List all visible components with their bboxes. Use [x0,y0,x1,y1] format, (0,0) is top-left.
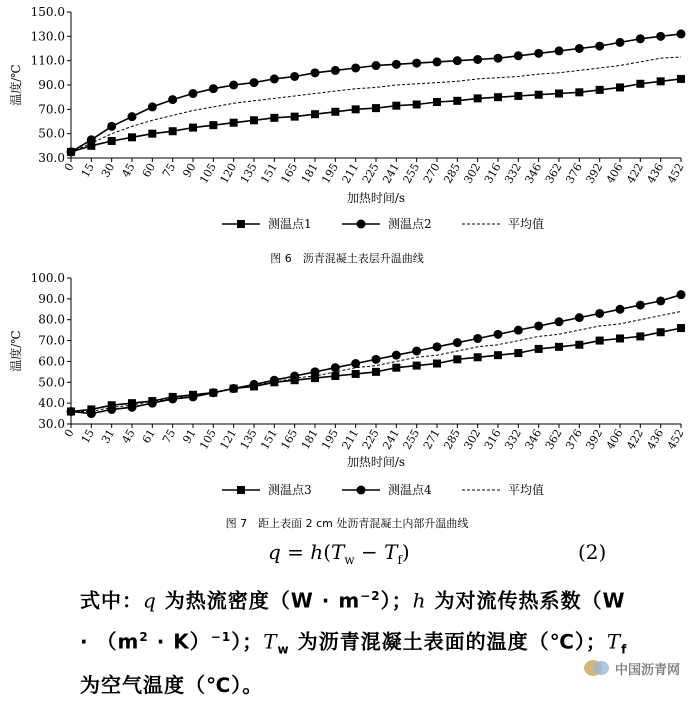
equation-number: (2) [578,540,607,564]
data-point-square [128,133,136,141]
x-tick-label: 271 [420,427,443,452]
y-tick-label: 60.0 [38,354,65,369]
y-tick-label: 90.0 [38,78,65,92]
data-point-square [433,98,441,106]
data-point-square [209,121,217,129]
y-tick-label: 80.0 [38,312,65,327]
x-tick-label: 436 [644,427,667,452]
x-tick-label: 0 [61,161,77,174]
data-point-square [331,108,339,116]
x-tick-label: 302 [461,161,484,186]
x-tick-label: 61 [139,427,158,446]
para-text: 为热流密度（W · m [156,588,361,613]
x-tick-label: 90 [180,161,199,180]
legend-label: 测温点1 [268,217,312,231]
x-tick-label: 406 [603,427,626,452]
y-tick-label: 40.0 [38,396,65,411]
para-text: ）； [231,629,264,654]
x-tick-label: 135 [237,427,260,452]
x-tick-label: 105 [197,427,219,452]
series-line-1 [71,79,681,152]
para-var-q: q [143,588,157,613]
data-point-circle [351,63,360,72]
data-point-circle [209,84,218,93]
figure-6-caption: 图 6 沥青混凝土表层升温曲线 [270,252,424,265]
data-point-square [291,113,299,121]
eq-close-paren: ) [401,540,410,564]
data-point-circle [514,326,523,335]
x-tick-label: 285 [441,427,463,452]
x-tick-label: 452 [664,161,687,186]
para-text: 式中： [80,588,143,613]
data-point-square [596,86,604,94]
data-point-circle [392,60,401,69]
data-point-circle [534,321,543,330]
eq-q: q [268,540,281,564]
data-point-circle [250,78,259,87]
x-tick-label: 15 [78,161,97,180]
data-point-circle [534,49,543,58]
data-point-square [453,355,461,363]
figure-7-caption: 图 7 距上表面 2 cm 处沥青混凝土内部升温曲线 [225,517,469,530]
y-tick-label: 130.0 [30,29,65,44]
data-point-circle [453,56,462,65]
para-sup: −1 [210,629,232,644]
data-point-square [392,102,400,110]
x-tick-label: 30 [99,161,118,180]
data-point-circle [331,66,340,75]
x-tick-label: 211 [339,161,362,186]
watermark-text: 中国沥青网 [614,662,680,678]
x-tick-label: 75 [160,161,179,180]
data-point-circle [514,51,523,60]
chart-internal-heating [0,268,694,523]
data-point-circle [677,290,686,299]
data-point-circle [372,61,381,70]
para-var-tf: T [606,629,622,654]
x-tick-label: 105 [197,161,219,186]
x-tick-label: 316 [481,161,504,186]
data-point-circle [229,81,238,90]
x-tick-label: 302 [461,427,484,452]
equation-explanation [80,578,640,703]
data-point-square [514,92,522,100]
data-point-circle [168,95,177,104]
eq-tw-sub: w [344,553,355,567]
y-tick-label: 70.0 [38,102,65,117]
data-point-circle [87,409,96,418]
data-point-circle [128,403,137,412]
x-tick-label: 225 [359,161,382,186]
data-point-circle [229,384,238,393]
data-point-circle [494,330,503,339]
x-tick-label: 135 [237,161,260,186]
data-point-circle [433,57,442,66]
x-tick-label: 241 [380,427,402,452]
data-point-square [555,343,563,351]
x-tick-label: 121 [217,427,240,452]
x-tick-label: 316 [481,427,504,452]
para-text: 为对流传热系数（W · （m [80,588,626,654]
y-tick-label: 110.0 [30,53,65,68]
data-point-square [494,93,502,101]
data-point-circle [148,102,157,111]
chart-internal-svg [0,268,694,523]
x-tick-label: 75 [160,427,179,446]
x-tick-label: 60 [139,161,158,180]
legend-label: 测温点4 [388,483,432,497]
data-point-square [392,364,400,372]
data-point-circle [453,338,462,347]
eq-h: h [310,540,324,564]
data-point-square [555,90,563,98]
data-point-circle [372,355,381,364]
y-tick-label: 50.0 [38,126,65,141]
data-point-circle [128,112,137,121]
data-point-circle [595,42,604,51]
series-line-2 [71,295,681,414]
data-point-square [535,91,543,99]
data-point-circle [412,59,421,68]
y-tick-label: 30.0 [38,151,65,165]
legend-label: 测温点2 [388,217,432,231]
legend-marker-square [237,220,245,228]
para-var-tw: T [263,629,278,654]
legend-marker-circle [357,220,366,229]
data-point-square [636,80,644,88]
data-point-circle [473,334,482,343]
x-axis-label: 加热时间/s [346,191,406,205]
data-point-square [413,362,421,370]
data-point-circle [595,309,604,318]
data-point-circle [270,74,279,83]
x-tick-label: 270 [420,161,443,186]
data-point-circle [555,46,564,55]
x-tick-label: 436 [644,161,667,186]
x-tick-label: 31 [99,427,118,446]
data-point-circle [189,89,198,98]
x-tick-label: 332 [502,427,524,452]
data-point-square [474,353,482,361]
x-tick-label: 285 [441,161,463,186]
data-point-circle [148,399,157,408]
data-point-square [331,372,339,380]
data-point-square [677,75,685,83]
data-point-circle [392,351,401,360]
x-tick-label: 45 [119,427,138,446]
para-sub: w [277,642,290,657]
data-point-circle [616,305,625,314]
x-tick-label: 165 [278,427,301,452]
x-tick-label: 406 [603,161,626,186]
data-point-square [575,88,583,96]
equation-2 [0,538,694,568]
x-tick-label: 255 [400,427,423,452]
eq-equals: = [280,540,311,564]
data-point-square [352,105,360,113]
data-point-circle [290,372,299,381]
legend-marker-square [237,486,245,494]
eq-minus: − [354,540,385,564]
y-tick-label: 70.0 [38,333,65,348]
x-tick-label: 165 [278,161,301,186]
data-point-circle [677,29,686,38]
data-point-square [372,368,380,376]
chart-surface-svg [0,0,694,262]
x-tick-label: 392 [583,427,606,452]
data-point-circle [67,147,76,156]
x-tick-label: 332 [502,161,524,186]
para-text: 为沥青混凝土表面的温度（℃）； [289,629,607,654]
eq-tf: T [384,540,398,564]
y-tick-label: 50.0 [38,375,65,390]
data-point-square [677,324,685,332]
legend-label: 平均值 [508,483,545,497]
data-point-circle [636,301,645,310]
data-point-square [494,351,502,359]
x-tick-label: 45 [119,161,138,180]
y-tick-label: 30.0 [38,417,65,431]
data-point-square [352,370,360,378]
data-point-circle [555,317,564,326]
data-point-circle [311,68,320,77]
y-tick-label: 90.0 [38,291,65,306]
legend-marker-circle [357,486,366,495]
x-tick-label: 120 [217,161,240,186]
para-sub: f [621,642,628,657]
data-point-square [250,116,258,124]
data-point-circle [636,34,645,43]
para-text: · K） [148,629,211,654]
data-point-square [372,104,380,112]
watermark [583,658,680,678]
legend-label: 平均值 [508,217,545,231]
para-text: 为空气温度（℃）。 [80,673,264,698]
data-point-square [311,110,319,118]
data-point-square [189,124,197,132]
x-tick-label: 255 [400,161,423,186]
x-tick-label: 362 [542,161,565,186]
data-point-square [413,100,421,108]
data-point-square [474,94,482,102]
para-var-h: h [412,588,427,613]
legend-label: 测温点3 [268,483,312,497]
x-tick-label: 422 [624,427,646,452]
x-tick-label: 376 [563,161,585,186]
x-tick-label: 452 [664,427,687,452]
para-text: ）； [380,588,413,613]
data-point-circle [494,54,503,63]
x-tick-label: 151 [258,427,280,452]
data-point-square [596,337,604,345]
data-point-circle [575,313,584,322]
y-tick-label: 150.0 [30,5,65,19]
x-tick-label: 346 [522,161,545,186]
para-sup: 2 [139,629,149,644]
x-tick-label: 181 [298,161,321,186]
x-tick-label: 151 [258,161,280,186]
data-point-circle [616,38,625,47]
x-tick-label: 392 [583,161,606,186]
data-point-circle [656,32,665,41]
data-point-circle [575,44,584,53]
chart-surface-heating [0,0,694,262]
data-point-square [535,345,543,353]
data-point-circle [412,347,421,356]
watermark-logo-icon [583,658,611,678]
data-point-circle [107,122,116,131]
eq-tf-sub: f [397,553,402,567]
x-axis-label: 加热时间/s [346,455,406,469]
para-sup: −2 [360,589,381,603]
eq-open-paren: ( [323,540,331,564]
x-tick-label: 181 [298,427,321,452]
data-point-circle [189,392,198,401]
data-point-square [433,360,441,368]
data-point-circle [433,342,442,351]
data-point-square [230,119,238,127]
x-tick-label: 211 [339,427,362,452]
data-point-square [108,137,116,145]
y-axis-label: 温度/℃ [9,330,23,372]
x-tick-label: 362 [542,427,565,452]
data-point-square [453,97,461,105]
data-point-square [636,332,644,340]
x-tick-label: 195 [319,161,341,186]
x-tick-label: 376 [563,427,585,452]
data-point-circle [107,405,116,414]
y-tick-label: 100.0 [30,271,65,285]
x-tick-label: 91 [180,427,199,446]
data-point-square [657,77,665,85]
x-tick-label: 15 [78,427,97,446]
data-point-circle [270,376,279,385]
data-point-square [616,83,624,91]
series-line-2 [71,34,681,152]
data-point-square [169,127,177,135]
eq-tw: T [331,540,345,564]
data-point-square [616,334,624,342]
data-point-circle [656,296,665,305]
data-point-circle [290,72,299,81]
data-point-circle [351,359,360,368]
x-tick-label: 0 [61,427,77,440]
x-tick-label: 195 [319,427,341,452]
x-tick-label: 241 [380,161,402,186]
y-axis-label: 温度/℃ [9,64,23,106]
data-point-square [657,328,665,336]
data-point-circle [473,55,482,64]
data-point-square [270,114,278,122]
data-point-square [148,130,156,138]
data-point-square [514,349,522,357]
x-tick-label: 225 [359,427,382,452]
data-point-square [575,341,583,349]
x-tick-label: 346 [522,427,545,452]
x-tick-label: 422 [624,161,646,186]
